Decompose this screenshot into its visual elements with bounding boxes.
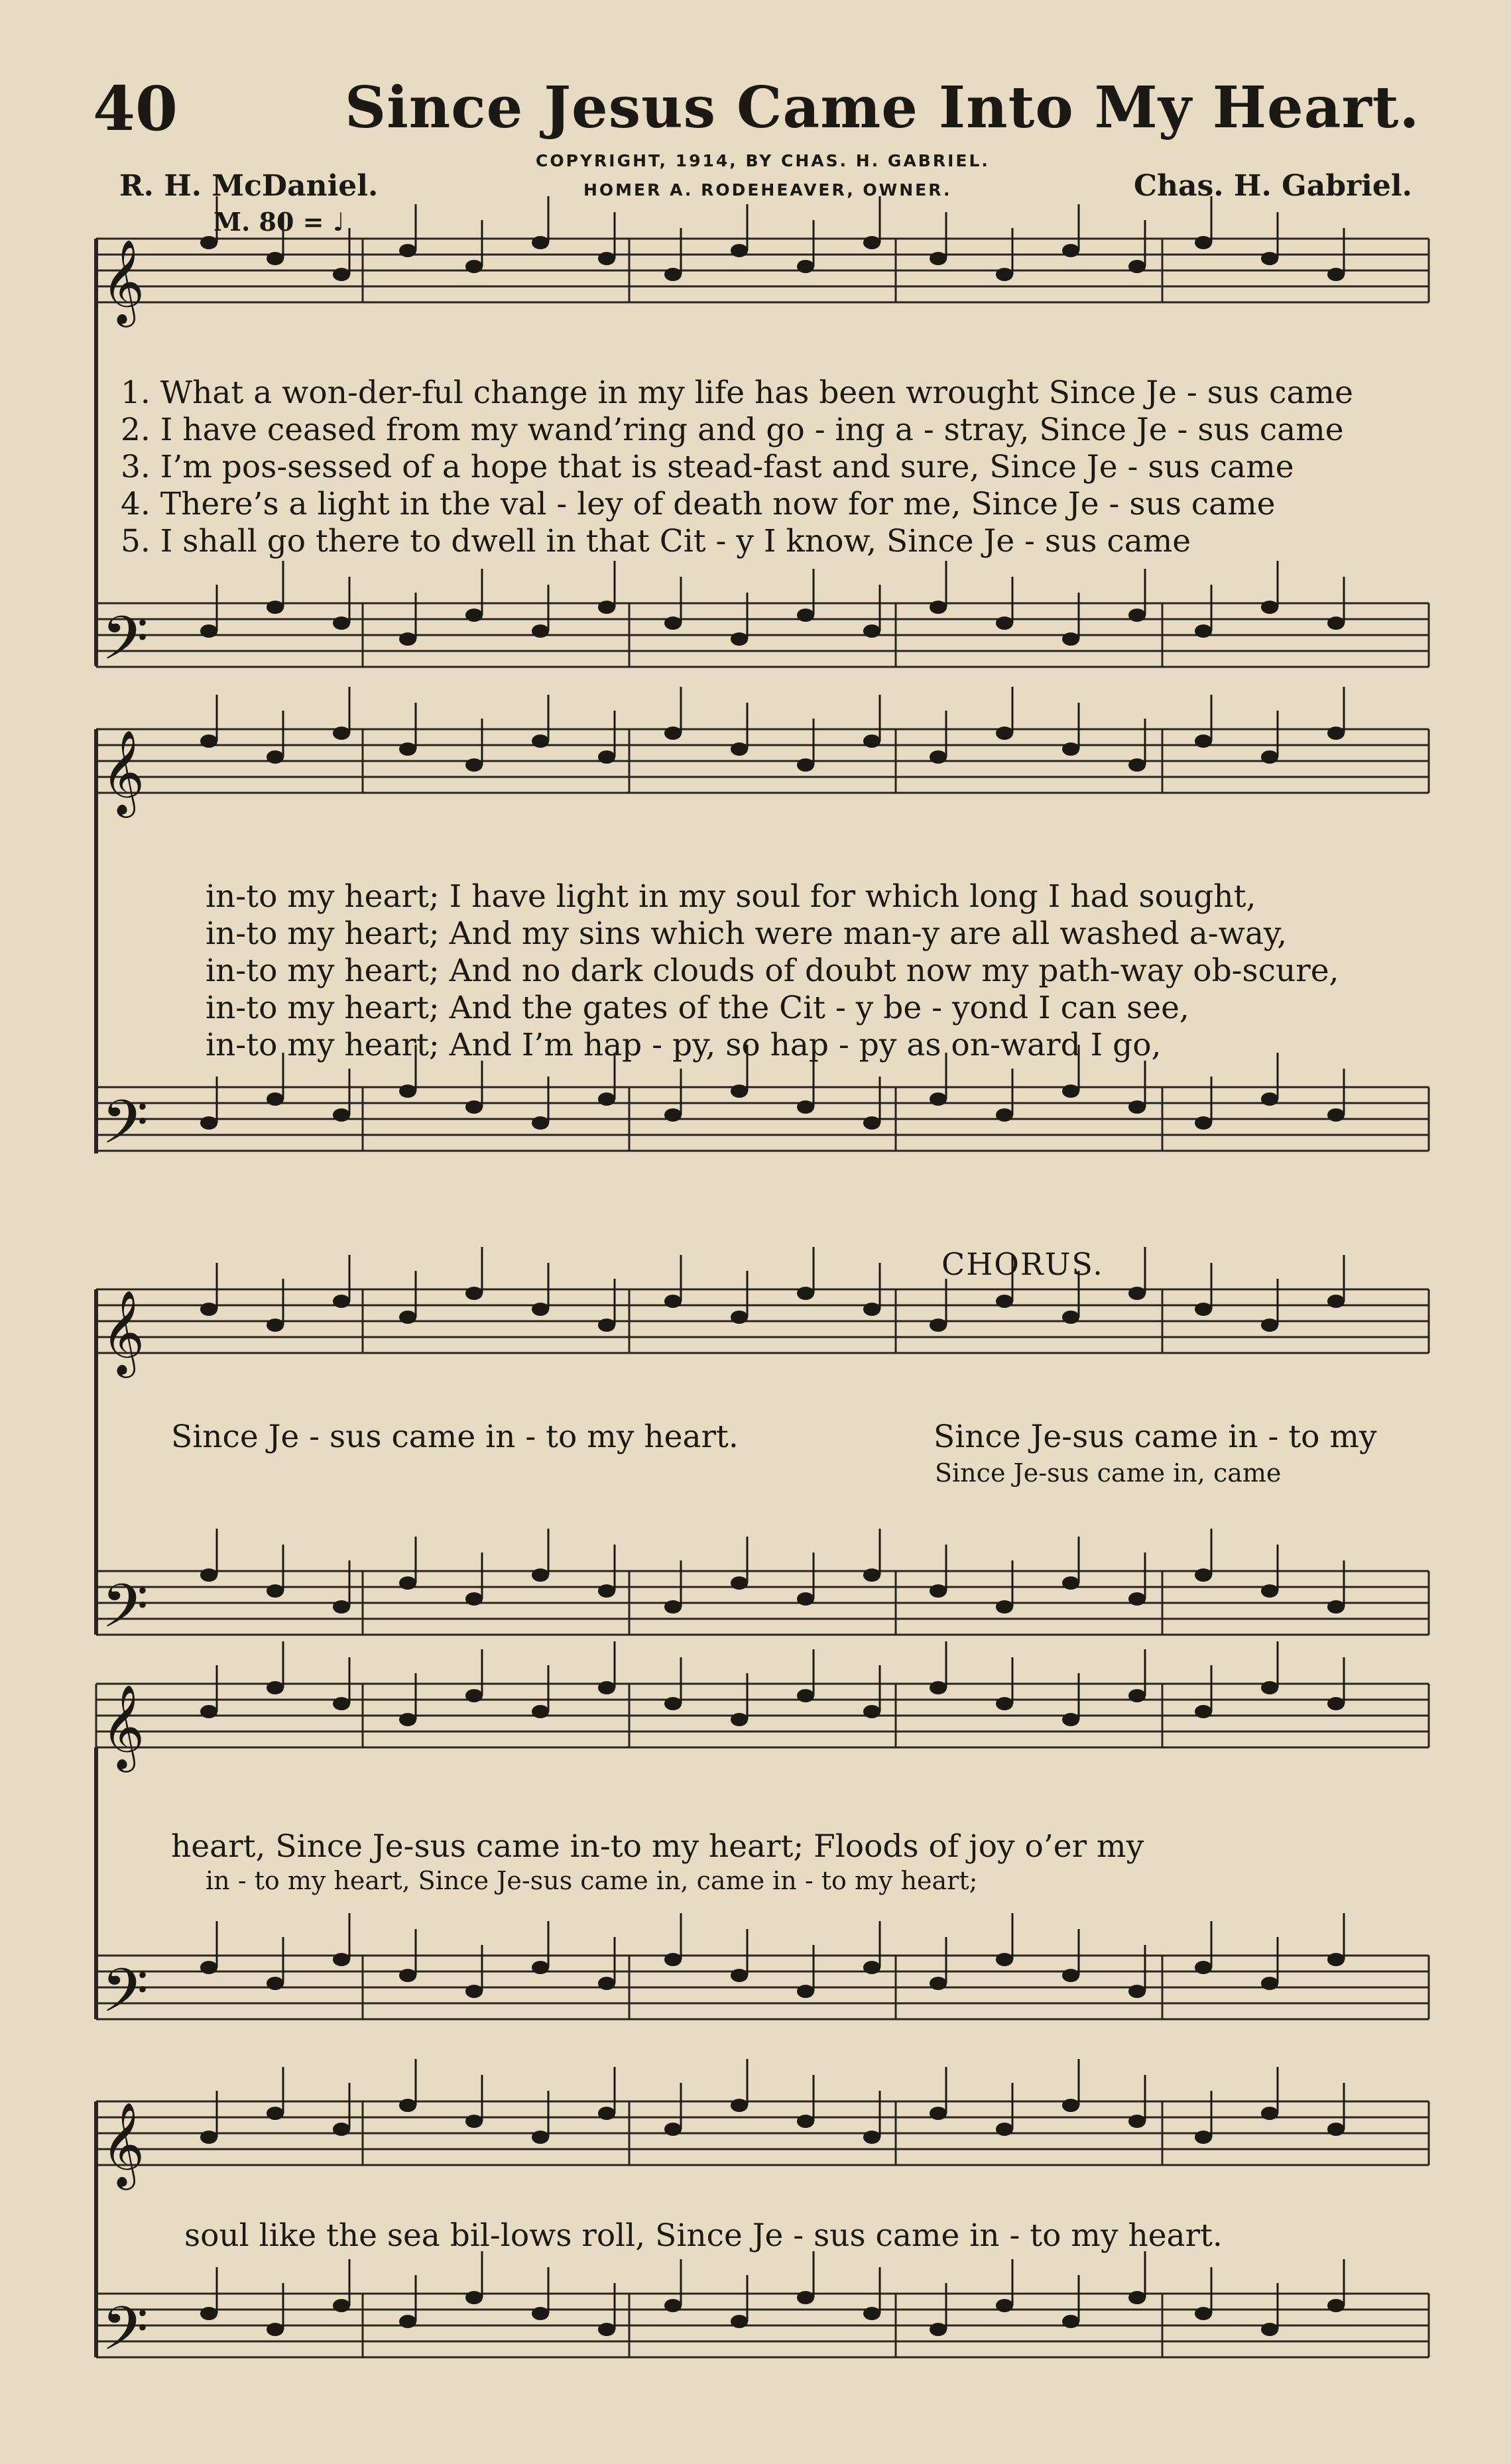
composer-credit: Chas. H. Gabriel. [1134, 169, 1412, 203]
svg-text:𝄢: 𝄢 [101, 2294, 149, 2378]
verse-number: 2. [121, 412, 151, 448]
verse-1-line2: in-to my heart; I have light in my soul for which long I had sought, [206, 878, 1256, 915]
chorus-line3-lyrics: soul like the sea bil-lows roll, Since Je - sus came in - to my heart. [184, 2217, 1223, 2254]
verse-number: 4. [121, 486, 151, 522]
svg-text:𝄞: 𝄞 [101, 1289, 145, 1374]
svg-text:𝄢: 𝄢 [101, 1087, 149, 1172]
svg-text:𝄞: 𝄞 [101, 1684, 145, 1769]
svg-text:𝄢: 𝄢 [101, 1571, 149, 1656]
verse-4-line1 [121, 486, 1353, 523]
verse-text: I’m pos-sessed of a hope that is stead-fast and sure, Since Je - sus came [160, 449, 1294, 485]
verses-line1-block [121, 375, 1353, 560]
svg-text:𝄞: 𝄞 [101, 239, 145, 323]
metronome-label: M. 80 = [213, 207, 324, 237]
svg-text:𝄞: 𝄞 [101, 2101, 145, 2186]
chorus-line2-lyrics: heart, Since Je-sus came in-to my heart; Floods of joy o’er my [171, 1828, 1144, 1865]
author-credit: R. H. McDaniel. [119, 169, 379, 203]
verse-1-line1 [121, 375, 1353, 412]
chorus-label: CHORUS. [941, 1246, 1104, 1282]
song-title: Since Jesus Came Into My Heart. [345, 74, 1420, 141]
verse-text: I have ceased from my wand’ring and go - ing a - stray, Since Je - sus came [160, 412, 1344, 448]
page-number: 40 [93, 73, 178, 145]
verse-4-line2: in-to my heart; And the gates of the Cit - y be - yond I can see, [206, 990, 1189, 1026]
verse-text: What a won-der-ful change in my life has been wrought Since Je - sus came [160, 375, 1353, 411]
copyright-line: COPYRIGHT, 1914, BY CHAS. H. GABRIEL. [536, 151, 990, 170]
svg-text:𝄞: 𝄞 [101, 729, 145, 814]
verse-2-line2: in-to my heart; And my sins which were man-y are all washed a-way, [206, 915, 1288, 952]
verse-3-line1 [121, 449, 1353, 486]
verse-number: 1. [121, 375, 151, 411]
copyright-owner-line: HOMER A. RODEHEAVER, OWNER. [583, 180, 952, 200]
verse-2-line1 [121, 412, 1353, 449]
svg-text:𝄢: 𝄢 [101, 603, 149, 688]
svg-text:𝄢: 𝄢 [101, 1956, 149, 2040]
verse-5-line2: in-to my heart; And I’m hap - py, so hap - py as on-ward I go, [206, 1027, 1162, 1063]
verse-text: There’s a light in the val - ley of death now for me, Since Je - sus came [160, 486, 1276, 522]
verse-number: 3. [121, 449, 151, 485]
verse-number: 5. [121, 523, 151, 559]
chorus-line1-right-lyrics: Since Je-sus came in - to my [934, 1419, 1377, 1455]
chorus-line1-lyrics: Since Je - sus came in - to my heart. [171, 1419, 739, 1455]
verse-5-line1 [121, 523, 1353, 560]
chorus-line2-alto-lyrics: in - to my heart, Since Je-sus came in, came in - to my heart; [206, 1866, 978, 1895]
verse-3-line2: in-to my heart; And no dark clouds of doubt now my path-way ob-scure, [206, 953, 1339, 989]
verses-line2-block [206, 878, 1339, 1064]
chorus-line1-alto-lyrics: Since Je-sus came in, came [935, 1458, 1282, 1488]
verse-text: I shall go there to dwell in that Cit - y I know, Since Je - sus came [160, 523, 1191, 559]
quarter-note-icon: ♩ [332, 207, 345, 237]
